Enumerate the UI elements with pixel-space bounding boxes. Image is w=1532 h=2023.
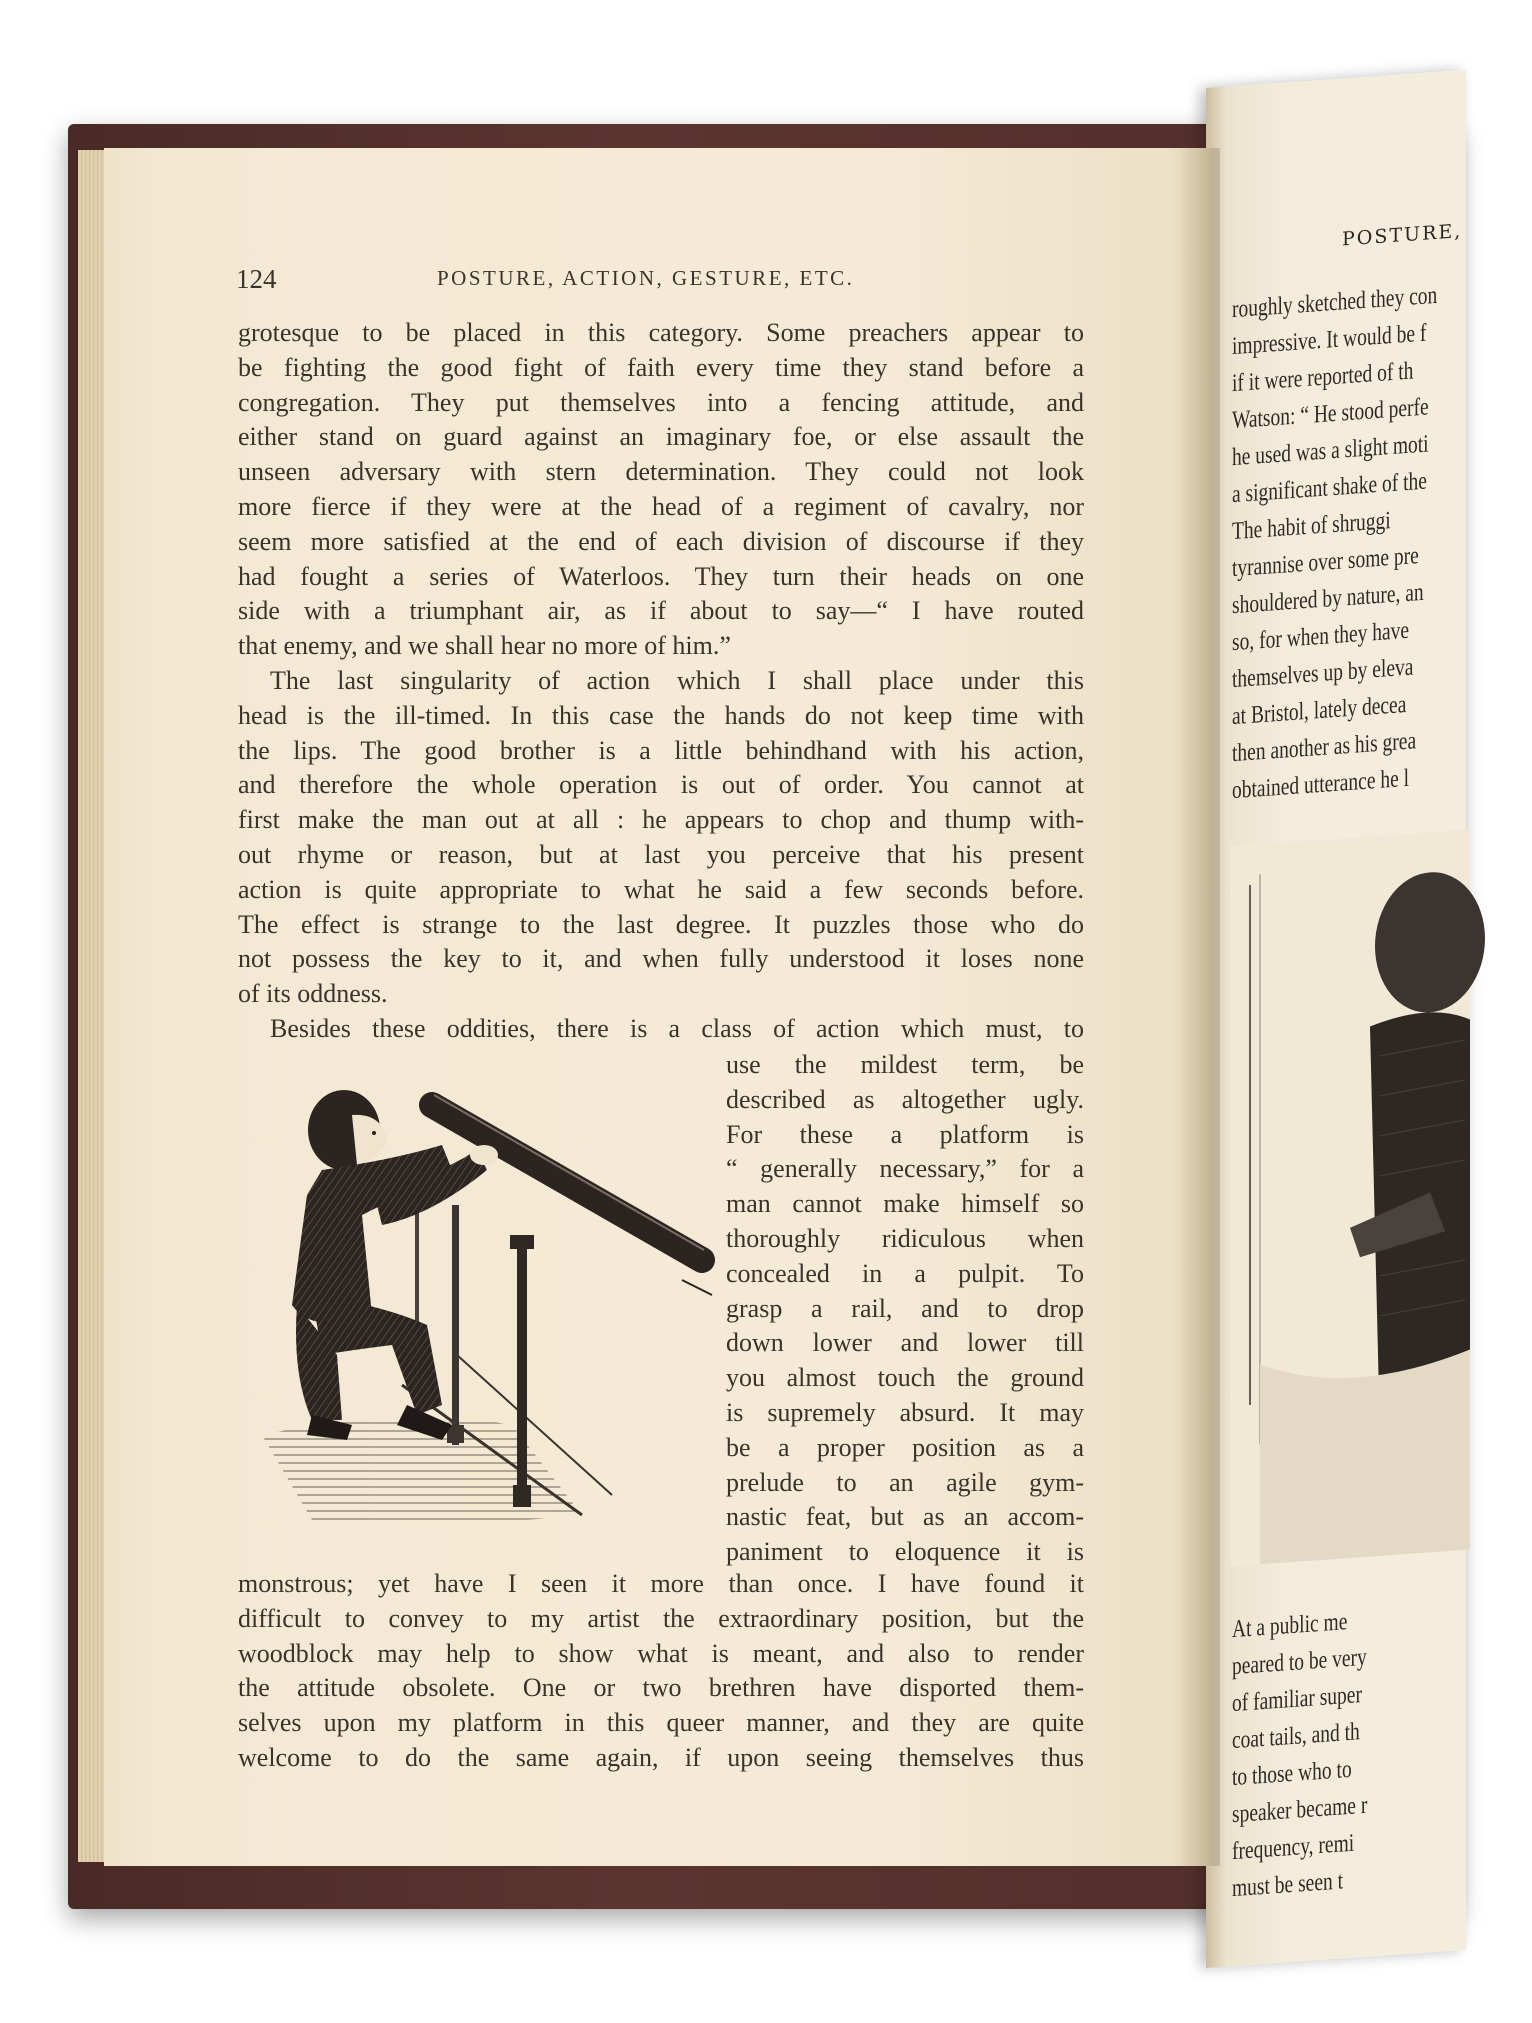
spine-shadow (1180, 148, 1220, 1866)
text-line: the lips. The good brother is a little behindhand with his action, (238, 735, 1084, 765)
text-line: obtained utterance he l (1232, 764, 1410, 805)
text-line: and therefore the whole operation is out of order. You cannot at (238, 770, 1084, 800)
text-line: unseen adversary with stern determination. They could not look (238, 457, 1084, 487)
text-line: tyrannise over some pre (1232, 542, 1419, 583)
text-line: nastic feat, but as an accom- (726, 1502, 1084, 1532)
text-line: that enemy, and we shall hear no more of him.” (238, 631, 731, 661)
text-line: peared to be very (1232, 1643, 1367, 1681)
text-line: prelude to an agile gym- (726, 1467, 1084, 1497)
text-line: roughly sketched they con (1232, 281, 1438, 324)
text-line: grotesque to be placed in this category. Some preachers appear to (238, 318, 1084, 347)
text-line: concealed in a pulpit. To (726, 1258, 1084, 1288)
text-line: a significant shake of the (1232, 467, 1427, 509)
text-line: you almost touch the ground (726, 1363, 1084, 1393)
text-line: “ generally necessary,” for a (726, 1154, 1084, 1184)
text-line: must be seen t (1232, 1867, 1344, 1903)
text-line: if it were reported of th (1232, 357, 1414, 398)
text-line: the attitude obsolete. One or two brethren have disported them- (238, 1673, 1084, 1703)
text-line: congregation. They put themselves into a fencing attitude, and (238, 387, 1084, 417)
text-line: be a proper position as a (726, 1432, 1084, 1462)
text-line: paniment to eloquence it is (726, 1537, 1084, 1567)
right-page-text (1232, 270, 1532, 809)
text-line: woodblock may help to show what is meant, and also to render (238, 1638, 1084, 1668)
text-line: For these a platform is (726, 1119, 1084, 1149)
text-line: either stand on guard against an imaginary foe, or else assault the (238, 422, 1084, 452)
text-line: speaker became r (1232, 1791, 1368, 1829)
text-line: welcome to do the same again, if upon seeing themselves thus (238, 1742, 1084, 1772)
text-line: Watson: “ He stood perfe (1232, 393, 1429, 435)
text-line: is supremely absurd. It may (726, 1397, 1084, 1427)
text-line: described as altogether ugly. (726, 1084, 1084, 1114)
text-line: side with a triumphant air, as if about to say—“ I have routed (238, 596, 1084, 626)
text-line: then another as his grea (1232, 727, 1417, 768)
right-running-head: POSTURE, (1342, 220, 1463, 251)
text-line: The effect is strange to the last degree. It puzzles those who do (238, 909, 1084, 939)
text-line: more fierce if they were at the head of a regiment of cavalry, nor (238, 491, 1084, 521)
right-page-caption (1232, 1590, 1532, 1907)
text-line: first make the man out at all : he appears to chop and thump with- (238, 805, 1084, 835)
text-line: so, for when they have (1232, 616, 1410, 657)
text-line: not possess the key to it, and when fully understood it loses none (238, 944, 1084, 974)
text-line: difficult to convey to my artist the extraordinary position, but the (238, 1603, 1084, 1633)
text-line: head is the ill-timed. In this case the hands do not keep time with (238, 700, 1084, 730)
text-line: at Bristol, lately decea (1232, 690, 1407, 731)
text-line: be fighting the good fight of faith every time they stand before a (238, 352, 1084, 382)
text-line: shouldered by nature, an (1232, 578, 1424, 620)
text-line: coat tails, and th (1232, 1718, 1360, 1755)
text-line: monstrous; yet have I seen it more than once. I have found it (238, 1569, 1084, 1598)
running-head: POSTURE, ACTION, GESTURE, ETC. (437, 266, 855, 290)
bottom-text (238, 1567, 1084, 1776)
text-line: At a public me (1232, 1608, 1348, 1644)
wrapped-text (726, 1048, 1084, 1570)
right-page-engraving (1230, 830, 1470, 1567)
text-line: frequency, remi (1232, 1829, 1355, 1866)
text-line: seem more satisfied at the end of each division of discourse if they (238, 526, 1084, 556)
text-line: he used was a slight moti (1232, 430, 1429, 472)
right-page (1206, 70, 1466, 1968)
text-line: use the mildest term, be (726, 1050, 1084, 1079)
body-text (238, 316, 1084, 1047)
text-line: Besides these oddities, there is a class of action which must, to (270, 1013, 1084, 1043)
text-line: of its oddness. (238, 979, 388, 1009)
text-line: selves upon my platform in this queer manner, and they are quite (238, 1708, 1084, 1738)
text-line: of familiar super (1232, 1681, 1362, 1718)
text-line: to those who to (1232, 1755, 1352, 1792)
text-line: had fought a series of Waterloos. They turn their heads on one (238, 561, 1084, 591)
text-line: The last singularity of action which I shall place under this (270, 665, 1084, 695)
text-line: themselves up by eleva (1232, 653, 1414, 694)
text-line: The habit of shruggi (1232, 507, 1391, 546)
text-line: man cannot make himself so (726, 1189, 1084, 1219)
text-line: action is quite appropriate to what he said a few seconds before. (238, 874, 1084, 904)
text-line: out rhyme or reason, but at last you perceive that his present (238, 839, 1084, 869)
text-line: thoroughly ridiculous when (726, 1223, 1084, 1253)
page-number: 124 (236, 264, 277, 294)
text-line: down lower and lower till (726, 1328, 1084, 1358)
text-line: impressive. It would be f (1232, 319, 1427, 361)
woodcut-illustration (252, 1075, 722, 1535)
text-line: grasp a rail, and to drop (726, 1293, 1084, 1323)
